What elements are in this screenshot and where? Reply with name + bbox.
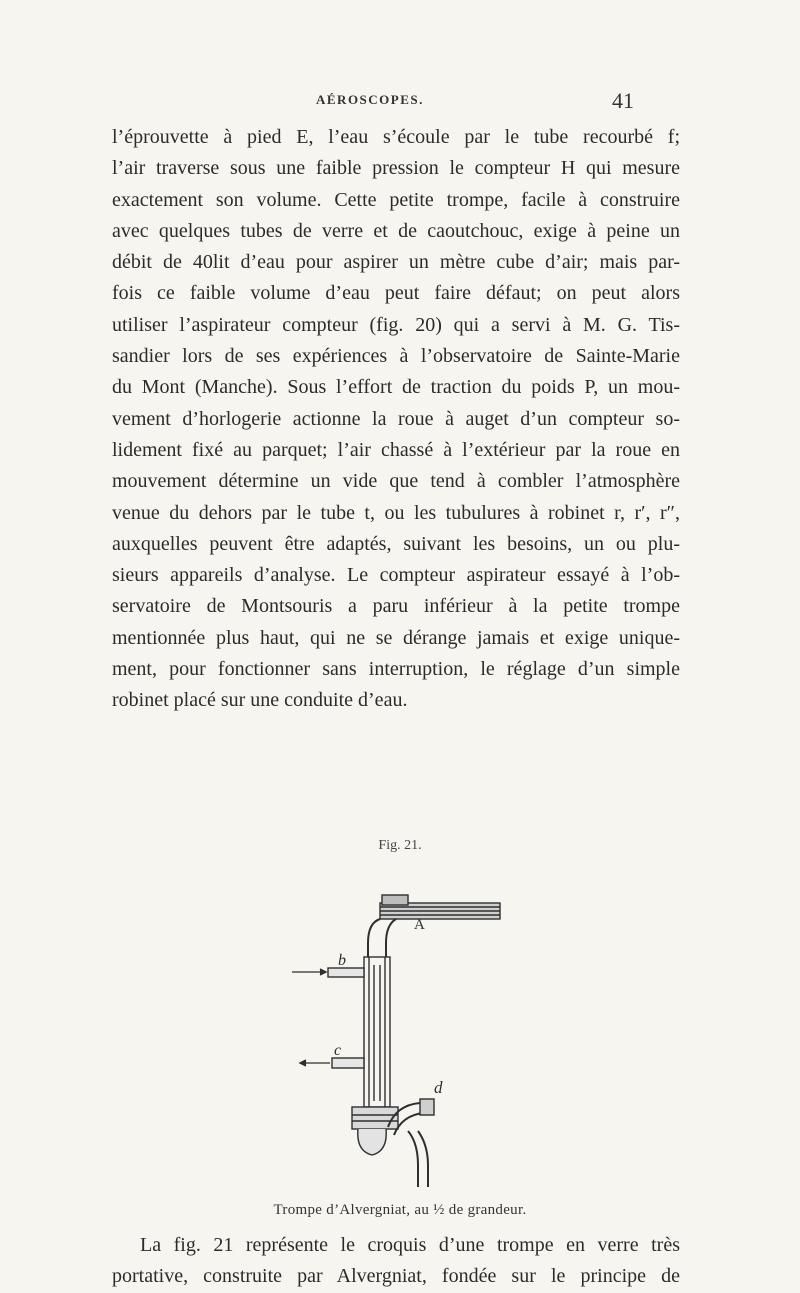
figure-caption: Trompe d’Alvergniat, au ½ de grandeur.: [273, 1202, 527, 1218]
text-line: vement d’horlogerie actionne la roue à auget d’un compteur so-: [112, 407, 680, 430]
label-a: A: [414, 917, 425, 933]
text-line: La fig. 21 représente le croquis d’une trompe en verre très: [140, 1234, 680, 1256]
side-branch-c: [332, 1058, 364, 1068]
label-b: b: [338, 952, 346, 969]
text-line: auxquelles peuvent être adaptés, suivant les besoins, un ou plu-: [112, 532, 680, 555]
text-line: avec quelques tubes de verre et de caoutchouc, exige à peine un: [112, 219, 680, 242]
figure-trompe-illustration: [268, 865, 508, 1195]
text-line: servatoire de Montsouris a paru inférieur à la petite trompe: [112, 595, 680, 618]
page-number: 41: [612, 88, 634, 113]
text-line: l’éprouvette à pied E, l’eau s’écoule par le tube recourbé f;: [112, 126, 680, 148]
trompe-drawing: [268, 865, 508, 1195]
text-line: lidement fixé au parquet; l’air chassé à l’extérieur par la roue en: [112, 438, 680, 461]
text-line: mouvement détermine un vide que tend à combler l’atmosphère: [112, 470, 680, 493]
side-branch-b: [328, 968, 364, 977]
text-line: exactement son volume. Cette petite trompe, facile à construire: [112, 188, 680, 211]
label-d: d: [434, 1078, 443, 1097]
paragraph-main: [112, 122, 680, 717]
paragraph-after-figure: [112, 1230, 680, 1293]
text-line: fois ce faible volume d’eau peut faire défaut; on peut alors: [112, 282, 680, 305]
text-line: utiliser l’aspirateur compteur (fig. 20) qui a servi à M. G. Tis-: [112, 313, 680, 336]
text-line: portative, construite par Alvergniat, fondée sur le principe de: [112, 1265, 680, 1288]
text-line: l’air traverse sous une faible pression le compteur H qui mesure: [112, 157, 680, 180]
text-line: sandier lors de ses expériences à l’observatoire de Sainte-Marie: [112, 345, 680, 368]
running-head: [0, 88, 800, 118]
text-line: sieurs appareils d’analyse. Le compteur aspirateur essayé à l’ob-: [112, 564, 680, 587]
figure-label: Fig. 21.: [378, 838, 422, 853]
top-cap: [382, 895, 408, 905]
text-line: venue du dehors par le tube t, ou les tubulures à robinet r, r′, r″,: [112, 501, 680, 524]
text-line: robinet placé sur une conduite d’eau.: [112, 689, 408, 712]
outer-tube: [364, 957, 390, 1107]
text-line: du Mont (Manche). Sous l’effort de traction du poids P, un mou-: [112, 376, 680, 399]
running-title: AÉROSCOPES.: [316, 92, 424, 107]
text-line: ment, pour fonctionner sans interruption, le réglage d’un simple: [112, 658, 680, 681]
text-line: débit de 40lit d’eau pour aspirer un mètre cube d’air; mais par-: [112, 251, 680, 274]
lower-bulb: [352, 1107, 398, 1129]
label-c: c: [334, 1042, 342, 1059]
text-line: mentionnée plus haut, qui ne se dérange jamais et exige unique-: [112, 626, 680, 649]
